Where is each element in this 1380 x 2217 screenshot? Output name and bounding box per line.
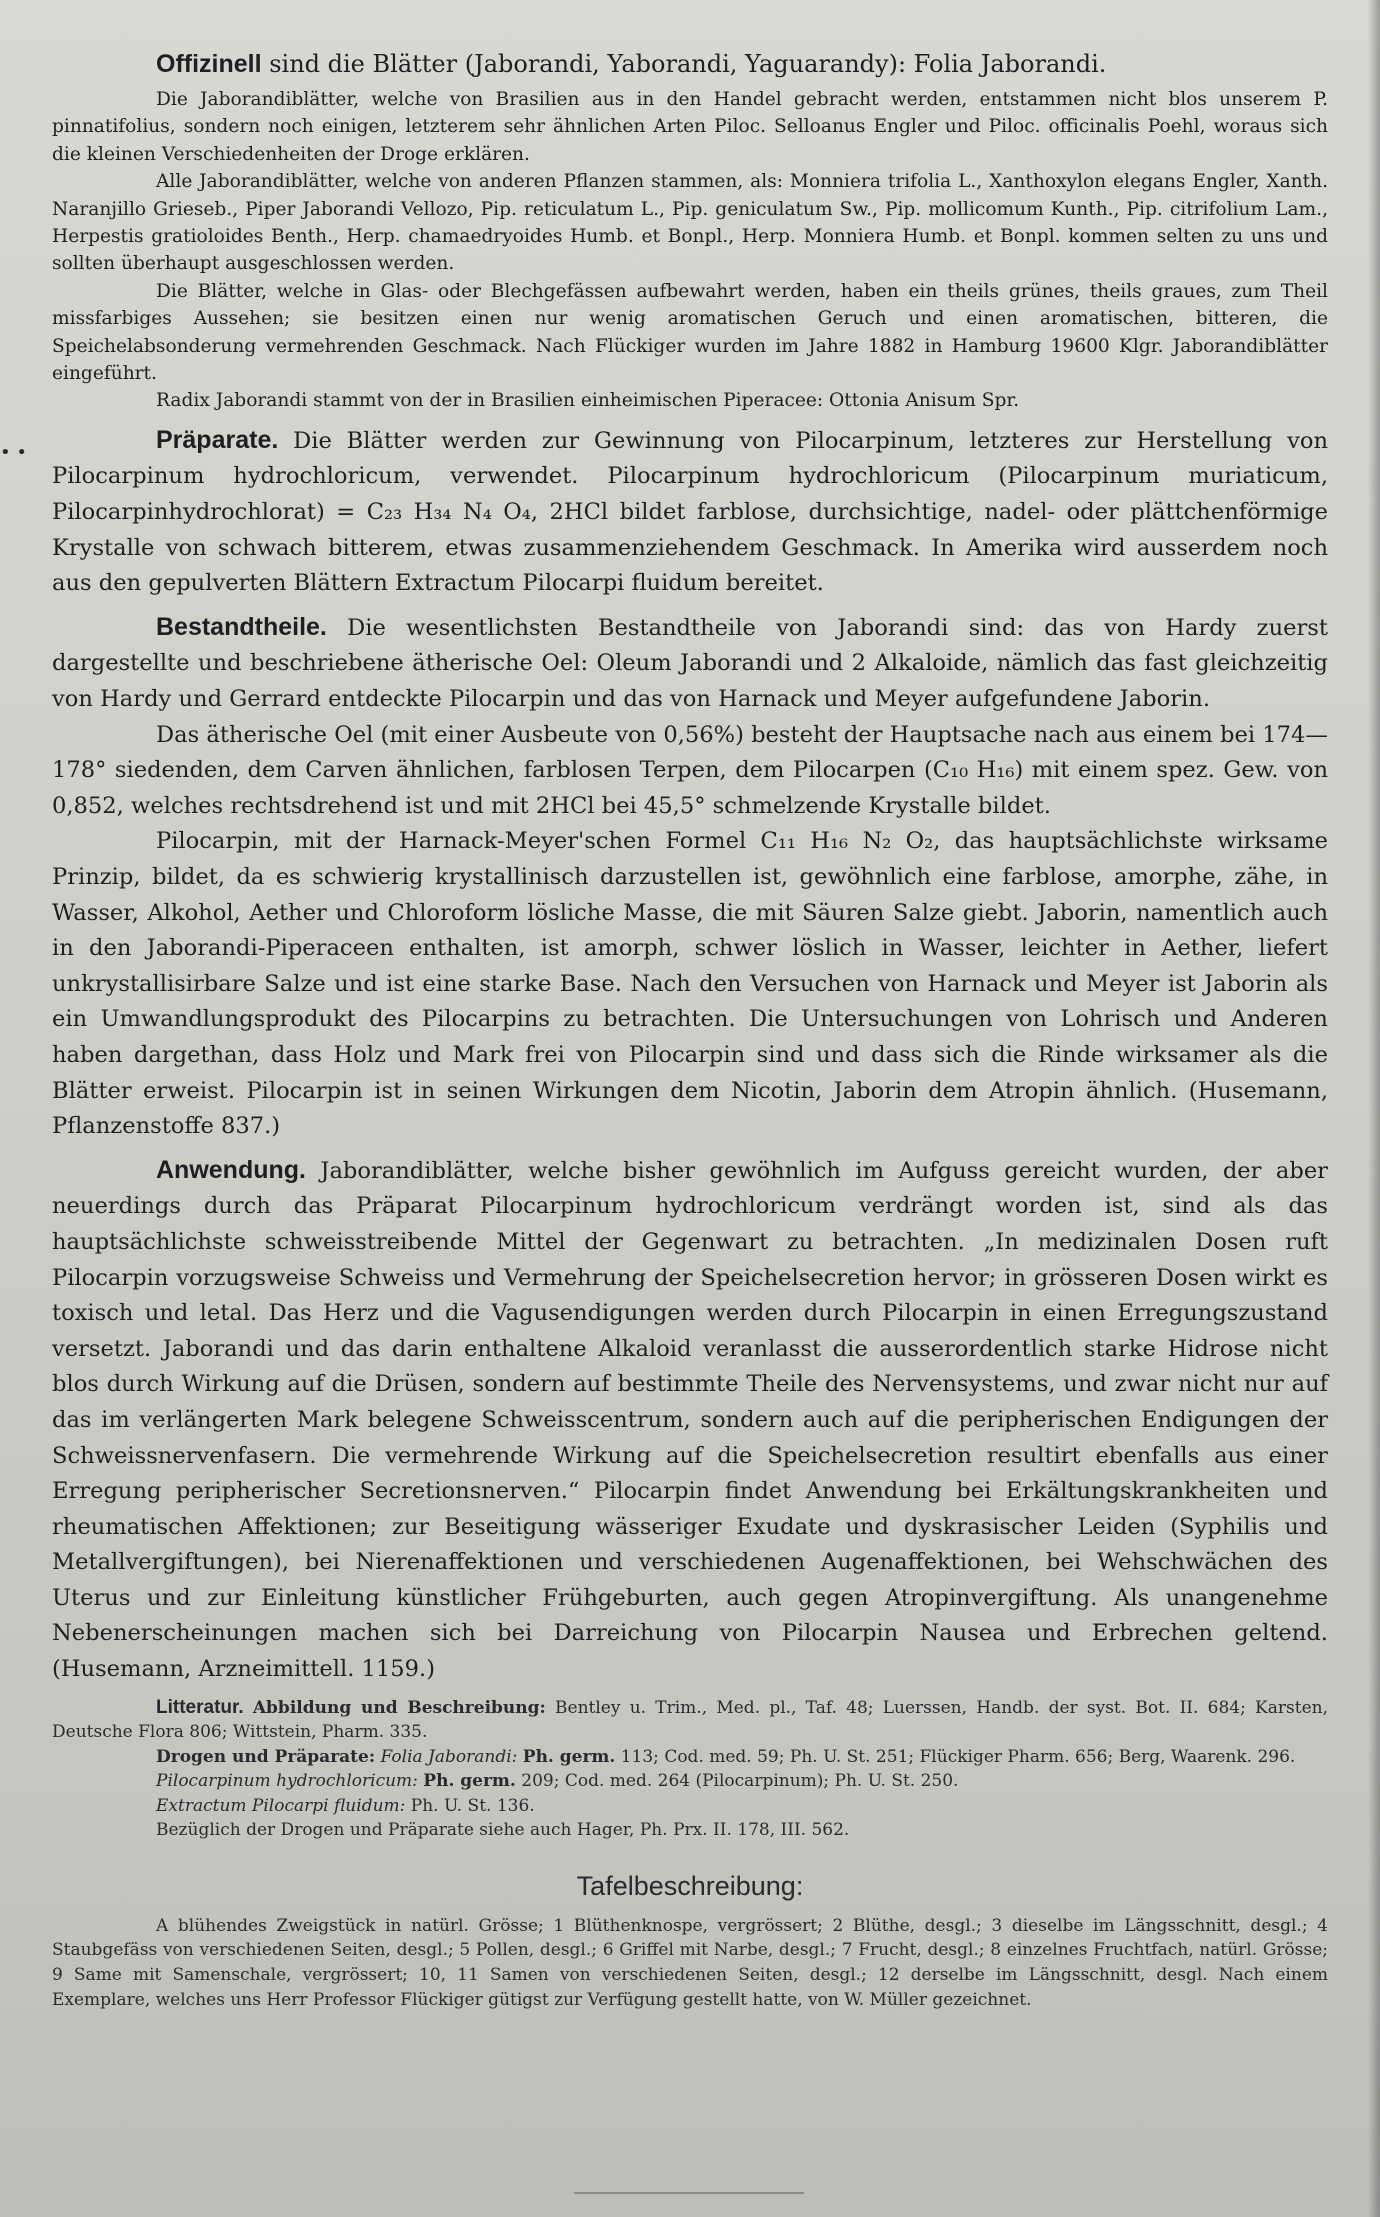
litteratur-line-1 — [52, 1696, 1328, 1745]
litteratur-text-drogen: 113; Cod. med. 59; Ph. U. St. 251; Flückiger Pharm. 656; Berg, Waarenk. 296. — [620, 1746, 1296, 1767]
litteratur-pilocarpinum: Pilocarpinum hydrochloricum: — [156, 1771, 418, 1792]
anwendung-heading: Anwendung. — [156, 1155, 306, 1184]
praeparate-paragraph — [52, 423, 1328, 602]
bestandtheile-paragraph-3: Pilocarpin, mit der Harnack-Meyer'schen Formel C₁₁ H₁₆ N₂ O₂, das hauptsächlichste wirksame Prinzip, bildet, da es schwierig krystallinisch darzustellen ist, gewöhnlich eine farblose, amorphe, zähe, in Wasser, Alkohol, Aether und Chloroform lösliche Masse, die mit Säuren Salze giebt. Jaborin, namentlich auch in den Jaborandi-Piperaceen enthalten, ist amorph, schwer löslich in Wasser, leichter in Aether, liefert unkrystallisirbare Salze und ist eine starke Base. Nach den Versuchen von Harnack und Meyer ist Jaborin als ein Umwandlungsprodukt des Pilocarpins zu betrachten. Die Untersuchungen von Lohrisch und Anderen haben dargethan, dass Holz und Mark frei von Pilocarpin sind und dass sich die Rinde wirksamer als die Blätter erweist. Pilocarpin ist in seinen Wirkungen dem Nicotin, Jaborin dem Atropin ähnlich. (Husemann, Pflanzenstoffe 837.) — [52, 828, 1328, 1140]
bestandtheile-paragraph-2: Das ätherische Oel (mit einer Ausbeute von 0,56%) besteht der Hauptsache nach aus einem bei 174—178° siedenden, dem Carven ähnlichen, farblosen Terpen, dem Pilocarpen (C₁₀ H₁₆) mit einem spez. Gew. von 0,852, welches rechtsdrehend ist und mit 2HCl bei 45,5° schmelzende Krystalle bildet. — [52, 721, 1328, 819]
litteratur-sub-abbildung: Abbildung und Beschreibung: — [252, 1697, 546, 1718]
litteratur-heading: Litteratur. — [156, 1696, 244, 1718]
litteratur-text-abbildung: Bentley u. Trim., Med. pl., Taf. 48; Luerssen, Handb. der syst. Bot. II. 684; Karsten, Deutsche Flora 806; Wittstein, Pharm. 335. — [52, 1697, 1328, 1743]
anwendung-paragraph — [52, 1153, 1328, 1688]
litteratur-ph-germ-1: Ph. germ. — [522, 1746, 616, 1767]
anwendung-text: Jaborandiblätter, welche bisher gewöhnlich im Aufguss gereicht wurden, der aber neuerdings durch das Präparat Pilocarpinum hydrochloricum verdrängt worden ist, sind als das hauptsächlichste schweisstreibende Mittel der Gegenwart zu betrachten. „In medizinalen Dosen ruft Pilocarpin vorzugsweise Schweiss und Vermehrung der Speichelsecretion hervor; in grösseren Dosen wirkt es toxisch und letal. Das Herz und die Vagusendigungen werden durch Pilocarpin in einen Erregungszustand versetzt. Jaborandi und das darin enthaltene Alkaloid veranlasst die ausserordentlich starke Hidrose nicht blos durch Wirkung auf die Drüsen, sondern auf bestimmte Theile des Nervensystems, und zwar nicht nur auf das im verlängerten Mark belegene Schweisscentrum, sondern auch auf die peripherischen Endigungen der Schweissnervenfasern. Die vermehrende Wirkung auf die Speichelsecretion resultirt ebenfalls aus einer Erregung peripherischer Secretionsnerven.“ Pilocarpin findet Anwendung bei Erkältungskrankheiten und rheumatischen Affektionen; zur Beseitigung wässeriger Exudate und dyskrasischer Leiden (Syphilis und Metallvergiftungen), bei Nierenaffektionen und verschiedenen Augenaffektionen, bei Wehschwächen des Uterus und zur Einleitung künstlicher Frühgeburten, auch gegen Atropinvergiftung. Als unangenehme Nebenerscheinungen machen sich bei Darreichung von Pilocarpin Nausea und Erbrechen geltend. (Husemann, Arzneimittell. 1159.) — [52, 1157, 1328, 1683]
tafel-title: Tafelbeschreibung: — [576, 1870, 804, 1901]
bestandtheile-heading: Bestandtheile. — [156, 612, 327, 641]
bestandtheile-text-1: Die wesentlichsten Bestandtheile von Jaborandi sind: das von Hardy zuerst dargestellte und beschriebene ätherische Oel: Oleum Jaborandi und 2 Alkaloide, nämlich das fast gleichzeitig von Hardy und Gerrard entdeckte Pilocarpin und das von Harnack und Meyer aufgefundene Jaborin. — [52, 614, 1328, 713]
litteratur-ph-germ-2: Ph. germ. — [423, 1771, 516, 1792]
litteratur-sub-drogen: Drogen und Präparate: — [156, 1746, 376, 1767]
litteratur-text-extractum: Ph. U. St. 136. — [410, 1795, 535, 1816]
bottom-rule — [574, 2192, 804, 2194]
page-edge-shadow — [1368, 0, 1380, 2217]
officinal-heading-rest: sind die Blätter (Jaborandi, Yaborandi, Yaguarandy): Folia Jaborandi. — [269, 50, 1107, 78]
litteratur-section — [52, 1696, 1328, 1843]
litteratur-text-hager: Bezüglich der Drogen und Präparate siehe auch Hager, Ph. Prx. II. 178, III. 562. — [156, 1820, 850, 1841]
officinal-paragraph-4: Radix Jaborandi stammt von der in Brasilien einheimischen Piperacee: Ottonia Anisum Spr. — [156, 390, 1020, 412]
litteratur-extractum: Extractum Pilocarpi fluidum: — [156, 1795, 406, 1816]
litteratur-folia: Folia Jaborandi: — [380, 1746, 518, 1767]
officinal-paragraph-2: Alle Jaborandiblätter, welche von anderen Pflanzen stammen, als: Monniera trifolia L., Xanthoxylon elegans Engler, Xanth. Naranjillo Grieseb., Piper Jaborandi Vellozo, Pip. reticulatum L., Pip. geniculatum Sw., Pip. mollicomum Kunth., Pip. citrifolium Lam., Herpestis gratioloides Benth., Herp. chamaedryoides Humb. et Bonpl., Herp. Monniera Humb. et Bonpl. kommen selten zu uns und sollten überhaupt ausgeschlossen werden. — [52, 171, 1328, 275]
officinal-paragraph-3: Die Blätter, welche in Glas- oder Blechgefässen aufbewahrt werden, haben ein theils grünes, theils graues, zum Theil missfarbiges Aussehen; sie besitzen einen nur wenig aromatischen Geruch und einen aromatischen, bitteren, die Speichelabsonderung vermehrenden Geschmack. Nach Flückiger wurden im Jahre 1882 in Hamburg 19600 Klgr. Jaborandiblätter eingeführt. — [52, 280, 1328, 385]
officinal-heading-line — [52, 48, 1328, 80]
litteratur-line-3 — [52, 1769, 1328, 1794]
praeparate-text: Die Blätter werden zur Gewinnung von Pilocarpinum, letzteres zur Herstellung von Pilocarpinum hydrochloricum, verwendet. Pilocarpinum hydrochloricum (Pilocarpinum muriaticum, Pilocarpinhydrochlorat) = C₂₃ H₃₄ N₄ O₄, 2HCl bildet farblose, durchsichtige, nadel- oder plättchenförmige Krystalle von schwach bitterem, etwas zusammenziehendem Geschmack. In Amerika wird ausserdem noch aus den gepulverten Blättern Extractum Pilocarpi fluidum bereitet. — [52, 427, 1329, 597]
officinal-heading: Offizinell — [156, 50, 262, 78]
margin-marks: • • — [0, 442, 27, 463]
tafel-description: A blühendes Zweigstück in natürl. Grösse; 1 Blüthenknospe, vergrössert; 2 Blüthe, desgl.; 3 dieselbe im Längsschnitt, desgl.; 4 Staubgefäss von verschiedenen Seiten, desgl.; 5 Pollen, desgl.; 6 Griffel mit Narbe, desgl.; 7 Frucht, desgl.; 8 einzelnes Fruchtfach, natürl. Grösse; 9 Same mit Samenschale, vergrössert; 10, 11 Samen von verschiedenen Seiten, desgl.; 12 derselbe im Längsschnitt, desgl. Nach einem Exemplare, welches uns Herr Professor Flückiger gütigst zur Verfügung gestellt hatte, von W. Müller gezeichnet. — [52, 1915, 1328, 2011]
officinal-paragraph-1: Die Jaborandiblätter, welche von Brasilien aus in den Handel gebracht werden, entstammen nicht blos unserem P. pinnatifolius, sondern noch einigen, letzterem sehr ähnlichen Arten Piloc. Selloanus Engler und Piloc. officinalis Poehl, woraus sich die kleinen Verschiedenheiten der Droge erklären. — [52, 89, 1328, 165]
litteratur-line-2 — [52, 1745, 1328, 1770]
litteratur-line-4 — [52, 1794, 1328, 1819]
praeparate-heading: Präparate. — [156, 425, 279, 454]
bestandtheile-paragraph-1 — [52, 610, 1328, 718]
litteratur-text-pilocarpinum: 209; Cod. med. 264 (Pilocarpinum); Ph. U. St. 250. — [521, 1771, 959, 1792]
litteratur-line-5 — [52, 1818, 1328, 1843]
